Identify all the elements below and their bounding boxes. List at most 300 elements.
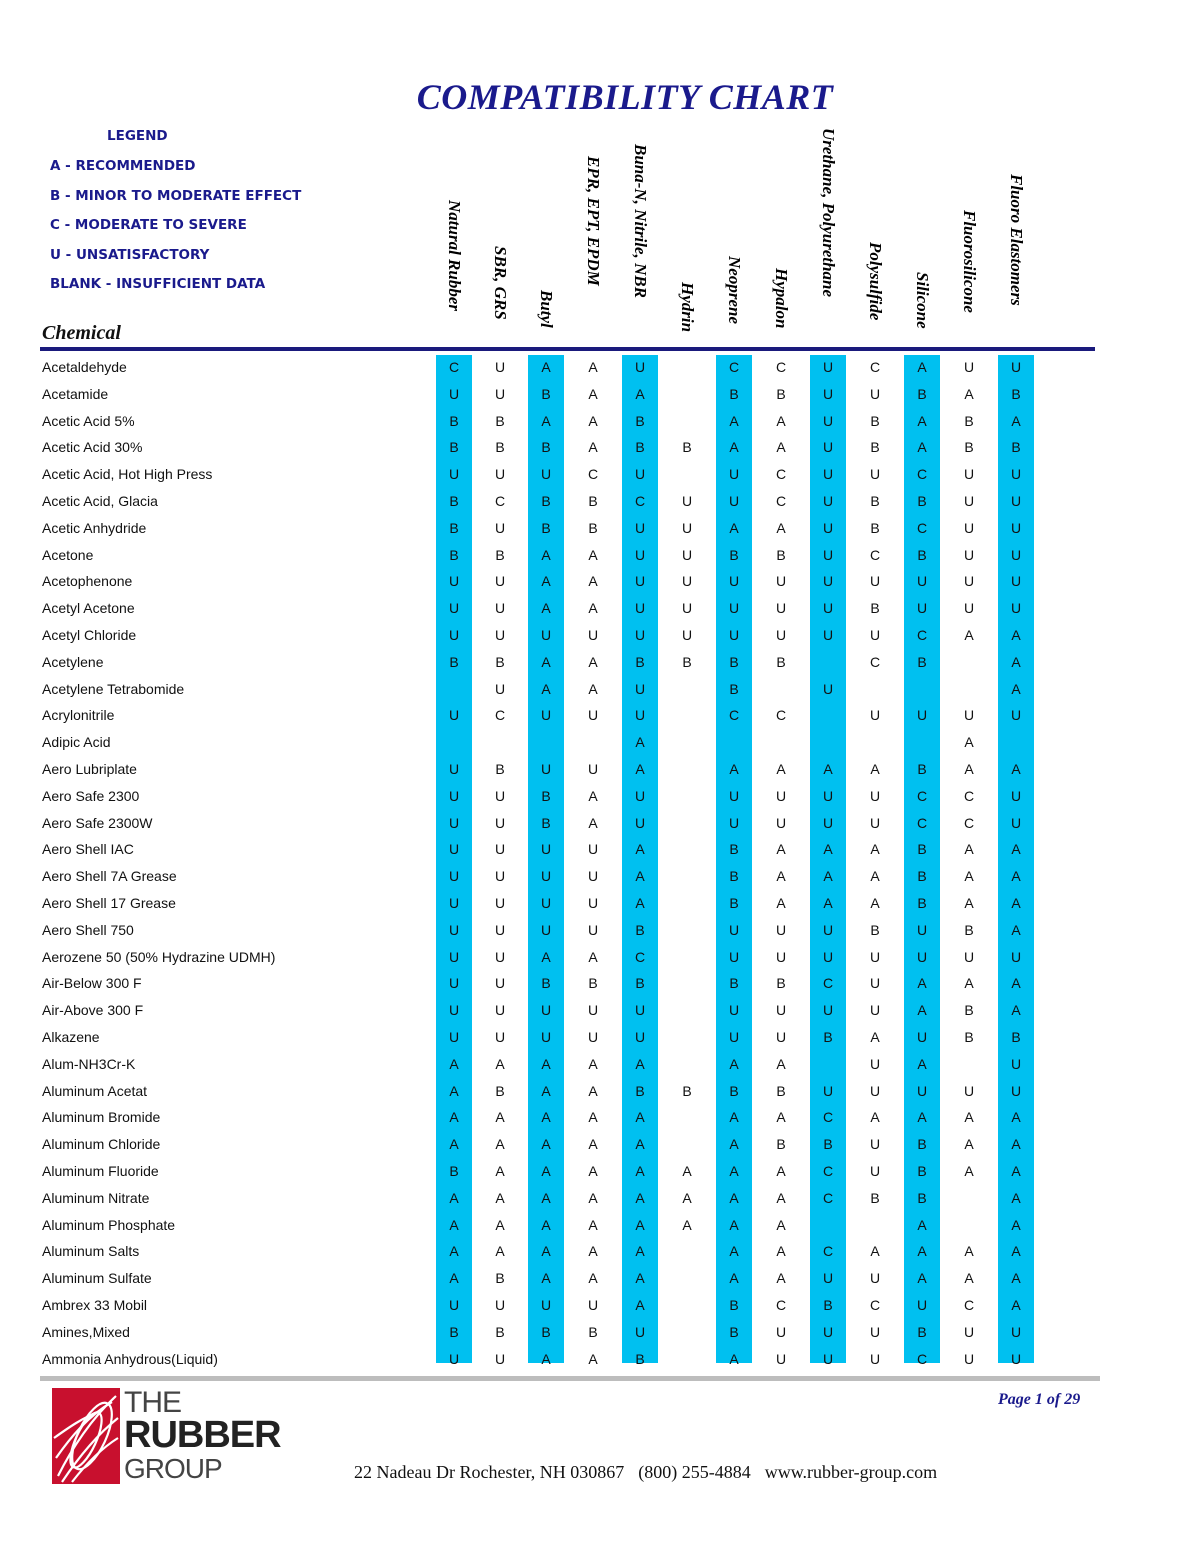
rating-cell: A — [1011, 1297, 1021, 1313]
rating-cell: A — [635, 1055, 645, 1072]
rating-cell: U — [869, 573, 881, 590]
rating-cell: U — [822, 546, 834, 563]
rating-cell: B — [729, 1323, 739, 1340]
rating-cell: A — [776, 1189, 786, 1206]
table-row — [0, 757, 1200, 784]
rating-cell: U — [963, 707, 975, 724]
chemical-name: Acetylene — [42, 653, 104, 670]
rating-cell: A — [1011, 1189, 1021, 1206]
rating-cell: A — [964, 1136, 974, 1153]
rating-cell: A — [495, 1055, 505, 1072]
rating-cell: U — [634, 573, 646, 590]
rating-cell: A — [917, 359, 927, 375]
rating-cell: B — [917, 1323, 927, 1340]
rating-cell: A — [917, 1002, 927, 1019]
rating-cell: U — [494, 814, 506, 831]
rating-cell: U — [728, 921, 740, 938]
chemical-name: Acetone — [42, 546, 94, 563]
rating-cell: A — [964, 1243, 974, 1260]
rating-cell: U — [775, 600, 787, 617]
rating-cell: U — [634, 707, 646, 724]
rating-cell: A — [964, 734, 974, 751]
chemical-name: Aluminum Nitrate — [42, 1189, 150, 1206]
rating-cell: U — [916, 948, 928, 965]
rating-cell: B — [588, 1323, 598, 1340]
chemical-name: Acetylene Tetrabomide — [42, 680, 185, 697]
rating-cell: U — [540, 761, 552, 777]
chemical-name: Aluminum Fluoride — [42, 1163, 159, 1179]
rating-cell: U — [494, 1297, 506, 1313]
rating-cell: A — [541, 1350, 551, 1367]
table-row — [0, 1079, 1200, 1106]
rating-cell: B — [1011, 439, 1021, 456]
rating-cell: U — [540, 1297, 552, 1313]
rating-cell: U — [963, 1350, 975, 1367]
rating-cell: B — [449, 1163, 459, 1179]
rating-cell: U — [916, 573, 928, 590]
chemical-name: Acetic Acid, Glacia — [42, 493, 158, 509]
rating-cell: A — [449, 1270, 459, 1287]
rating-cell: A — [541, 359, 551, 375]
rating-cell: U — [587, 895, 599, 911]
rating-cell: B — [729, 1297, 739, 1313]
rating-cell: A — [776, 519, 786, 536]
rating-cell: C — [869, 359, 881, 375]
rating-cell: U — [822, 921, 834, 938]
phone: (800) 255-4884 — [638, 1462, 751, 1482]
rating-cell: U — [1010, 707, 1022, 724]
rating-cell: A — [1011, 975, 1021, 992]
rating-cell: A — [635, 895, 645, 911]
rating-cell: U — [540, 841, 552, 858]
rating-cell: A — [1011, 1002, 1021, 1019]
rating-cell: A — [588, 1163, 598, 1179]
rating-cell: C — [822, 1189, 834, 1206]
rating-cell: A — [729, 519, 739, 536]
rating-cell: A — [588, 948, 598, 965]
chemical-name: Aluminum Salts — [42, 1243, 140, 1260]
rating-cell: U — [822, 1323, 834, 1340]
rating-cell: B — [541, 385, 551, 402]
rating-cell: B — [635, 975, 645, 992]
rating-cell: U — [822, 1270, 834, 1287]
rating-cell: B — [729, 546, 739, 563]
logo-text-rubber: RUBBER — [124, 1414, 281, 1456]
rating-cell: U — [587, 627, 599, 643]
table-row — [0, 1320, 1200, 1347]
rating-cell: B — [917, 895, 927, 911]
footer-divider — [40, 1376, 1100, 1381]
rating-cell: U — [728, 573, 740, 590]
rating-cell: B — [964, 1002, 974, 1019]
table-row — [0, 516, 1200, 543]
chemical-name: Acrylonitrile — [42, 707, 115, 724]
rating-cell: B — [776, 1082, 786, 1099]
rating-cell: B — [776, 653, 786, 670]
logo-text-the: THE — [124, 1386, 181, 1419]
rating-cell: B — [495, 761, 505, 777]
rating-cell: B — [870, 412, 880, 429]
rating-cell: U — [775, 627, 787, 643]
column-header-label: Fluoro Elastomers — [1007, 174, 1026, 306]
rating-cell: U — [681, 546, 693, 563]
rating-cell: B — [917, 493, 927, 509]
rating-cell: U — [822, 359, 834, 375]
rating-cell: A — [588, 814, 598, 831]
column-header-label: EPR, EPT, EPDM — [584, 156, 603, 286]
rating-cell: U — [869, 627, 881, 643]
rating-cell: U — [775, 1002, 787, 1019]
rating-cell: U — [634, 814, 646, 831]
rating-cell: U — [448, 1029, 460, 1045]
rating-cell: A — [964, 841, 974, 858]
rating-cell: U — [494, 868, 506, 885]
table-row — [0, 1186, 1200, 1213]
rating-cell: A — [917, 412, 927, 429]
chemical-name: Ammonia Anhydrous(Liquid) — [42, 1350, 218, 1367]
rating-cell: U — [963, 466, 975, 483]
table-row — [0, 1239, 1200, 1266]
rating-cell: U — [728, 948, 740, 965]
rating-cell: A — [588, 1216, 598, 1233]
column-header — [528, 128, 564, 343]
rating-cell: B — [449, 546, 459, 563]
rating-cell: U — [540, 627, 552, 643]
rating-cell: B — [870, 493, 880, 509]
rating-cell: U — [448, 1350, 460, 1367]
rating-cell: U — [587, 841, 599, 858]
chemical-name: Aluminum Sulfate — [42, 1270, 152, 1287]
rating-cell: B — [823, 1297, 833, 1313]
rating-cell: U — [728, 493, 740, 509]
rating-cell: A — [635, 1136, 645, 1153]
rating-cell: A — [449, 1216, 459, 1233]
rating-cell: B — [917, 1189, 927, 1206]
rating-cell: B — [588, 493, 598, 509]
rating-cell: A — [729, 1216, 739, 1233]
rating-cell: A — [823, 761, 833, 777]
rating-cell: U — [775, 1029, 787, 1045]
rating-cell: A — [495, 1216, 505, 1233]
chemical-name: Acetic Anhydride — [42, 519, 147, 536]
rating-cell: U — [494, 519, 506, 536]
rating-cell: A — [635, 734, 645, 751]
column-header — [810, 128, 846, 343]
rating-cell: B — [729, 680, 739, 697]
rating-cell: U — [448, 921, 460, 938]
rating-cell: U — [1010, 573, 1022, 590]
rating-cell: B — [917, 868, 927, 885]
rating-cell: A — [823, 868, 833, 885]
table-row — [0, 462, 1200, 489]
chemical-name: Acetyl Chloride — [42, 627, 137, 643]
rating-cell: U — [494, 975, 506, 992]
table-row — [0, 998, 1200, 1025]
rating-cell: U — [681, 573, 693, 590]
column-header — [904, 128, 940, 343]
rating-cell: U — [681, 600, 693, 617]
rating-cell: U — [448, 814, 460, 831]
rating-cell: A — [870, 868, 880, 885]
rating-cell: A — [588, 1243, 598, 1260]
rating-cell: U — [728, 787, 740, 804]
rating-cell: A — [588, 680, 598, 697]
table-row — [0, 1052, 1200, 1079]
rating-cell: U — [869, 1270, 881, 1287]
table-row — [0, 543, 1200, 570]
rating-cell: A — [729, 1136, 739, 1153]
rating-cell: B — [635, 439, 645, 456]
rating-cell: A — [729, 412, 739, 429]
rating-cell: C — [822, 975, 834, 992]
rating-cell: B — [541, 519, 551, 536]
rating-cell: A — [729, 1055, 739, 1072]
rating-cell: A — [588, 385, 598, 402]
rating-cell: U — [494, 466, 506, 483]
chemical-name: Aero Shell IAC — [42, 841, 134, 858]
chemical-name: Aero Safe 2300 — [42, 787, 140, 804]
rating-cell: A — [776, 439, 786, 456]
column-header — [857, 128, 893, 343]
rating-cell: A — [964, 975, 974, 992]
rating-cell: B — [776, 385, 786, 402]
rating-cell: A — [776, 412, 786, 429]
rating-cell: B — [729, 868, 739, 885]
rating-cell: B — [495, 439, 505, 456]
rating-cell: A — [1011, 627, 1021, 643]
rating-cell: C — [963, 1297, 975, 1313]
rating-cell: A — [870, 1029, 880, 1045]
column-header — [436, 128, 472, 343]
chemical-name: Air-Above 300 F — [42, 1002, 144, 1019]
rating-cell: U — [494, 627, 506, 643]
rating-cell: C — [775, 493, 787, 509]
website-link[interactable]: www.rubber-group.com — [764, 1462, 938, 1482]
rating-cell: U — [494, 787, 506, 804]
legend-item: BLANK - INSUFFICIENT DATA — [50, 276, 266, 292]
chemical-name: Acetaldehyde — [42, 359, 127, 375]
rating-cell: B — [1011, 385, 1021, 402]
rating-cell: A — [823, 841, 833, 858]
rating-cell: U — [822, 1082, 834, 1099]
rating-cell: C — [775, 707, 787, 724]
chemical-name: Aero Shell 17 Grease — [42, 895, 176, 911]
chemical-name: Aluminum Acetat — [42, 1082, 148, 1099]
rating-cell: U — [587, 868, 599, 885]
chemical-name: Acetic Acid 5% — [42, 412, 135, 429]
rating-cell: U — [822, 627, 834, 643]
rating-cell: U — [634, 466, 646, 483]
rating-cell: A — [776, 1109, 786, 1126]
rating-cell: B — [635, 653, 645, 670]
rating-cell: U — [540, 921, 552, 938]
rating-cell: A — [729, 1163, 739, 1179]
rating-cell: A — [541, 1055, 551, 1072]
column-header-label: Hydrin — [678, 282, 697, 333]
logo-mark-icon — [52, 1388, 120, 1484]
rating-cell: C — [916, 627, 928, 643]
rating-cell: B — [729, 895, 739, 911]
rating-cell: U — [916, 1082, 928, 1099]
rating-cell: C — [775, 466, 787, 483]
rating-cell: B — [870, 1189, 880, 1206]
rating-cell: A — [776, 1163, 786, 1179]
chemical-name: Aero Lubriplate — [42, 761, 137, 777]
rating-cell: B — [588, 975, 598, 992]
rating-cell: A — [1011, 680, 1021, 697]
rating-cell: A — [588, 600, 598, 617]
rating-cell: U — [448, 841, 460, 858]
rating-cell: B — [449, 519, 459, 536]
chemical-name: Alum-NH3Cr-K — [42, 1055, 136, 1072]
rating-cell: A — [1011, 653, 1021, 670]
rating-cell: B — [823, 1029, 833, 1045]
rating-cell: U — [963, 948, 975, 965]
rating-cell: A — [588, 1082, 598, 1099]
rating-cell: U — [494, 895, 506, 911]
rating-cell: B — [776, 1136, 786, 1153]
rating-cell: A — [588, 359, 598, 375]
rating-cell: A — [541, 1082, 551, 1099]
rating-cell: A — [870, 761, 880, 777]
table-row — [0, 623, 1200, 650]
legend-item: U - UNSATISFACTORY — [50, 247, 210, 263]
rating-cell: A — [541, 1216, 551, 1233]
rating-cell: B — [541, 1323, 551, 1340]
rating-cell: U — [1010, 466, 1022, 483]
rating-cell: U — [494, 921, 506, 938]
rating-cell: U — [822, 948, 834, 965]
rating-cell: A — [917, 1243, 927, 1260]
rating-cell: U — [494, 680, 506, 697]
column-header — [998, 128, 1034, 343]
column-header — [575, 128, 611, 343]
table-row — [0, 1213, 1200, 1240]
rating-cell: U — [916, 707, 928, 724]
rating-cell: C — [448, 359, 460, 375]
rating-cell: U — [869, 1350, 881, 1367]
rating-cell: B — [495, 1323, 505, 1340]
rating-cell: A — [541, 546, 551, 563]
rating-cell: A — [776, 868, 786, 885]
rating-cell: A — [449, 1189, 459, 1206]
rating-cell: U — [916, 1029, 928, 1045]
rating-cell: U — [775, 1323, 787, 1340]
rating-cell: A — [541, 412, 551, 429]
table-row — [0, 596, 1200, 623]
rating-cell: B — [917, 1163, 927, 1179]
rating-cell: U — [448, 975, 460, 992]
table-row — [0, 730, 1200, 757]
rating-cell: A — [635, 1216, 645, 1233]
rating-cell: A — [964, 761, 974, 777]
rating-cell: A — [541, 653, 551, 670]
rating-cell: A — [635, 1297, 645, 1313]
rating-cell: A — [776, 895, 786, 911]
rating-cell: U — [869, 1136, 881, 1153]
rating-cell: U — [822, 439, 834, 456]
rating-cell: U — [540, 1029, 552, 1045]
rating-cell: A — [541, 1243, 551, 1260]
legend-item: A - RECOMMENDED — [50, 158, 196, 174]
rating-cell: U — [1010, 600, 1022, 617]
rating-cell: U — [869, 1082, 881, 1099]
rating-cell: A — [541, 1163, 551, 1179]
company-logo — [52, 1388, 312, 1488]
rating-cell: B — [449, 653, 459, 670]
rating-cell: U — [634, 1323, 646, 1340]
rating-cell: A — [588, 1189, 598, 1206]
rating-cell: U — [1010, 546, 1022, 563]
rating-cell: B — [635, 1350, 645, 1367]
chemical-name: Amines,Mixed — [42, 1323, 130, 1340]
rating-cell: A — [588, 1109, 598, 1126]
rating-cell: A — [776, 1216, 786, 1233]
table-row — [0, 489, 1200, 516]
rating-cell: A — [776, 761, 786, 777]
rating-cell: U — [448, 1002, 460, 1019]
rating-cell: U — [587, 921, 599, 938]
rating-cell: C — [916, 814, 928, 831]
rating-cell: C — [869, 1297, 881, 1313]
column-header — [482, 128, 518, 343]
table-row — [0, 918, 1200, 945]
rating-cell: U — [1010, 787, 1022, 804]
column-header — [716, 128, 752, 343]
rating-cell: A — [776, 1243, 786, 1260]
rating-cell: U — [916, 921, 928, 938]
table-row — [0, 864, 1200, 891]
rating-cell: U — [448, 600, 460, 617]
rating-cell: U — [448, 573, 460, 590]
rating-cell: U — [448, 466, 460, 483]
rating-cell: B — [541, 439, 551, 456]
table-row — [0, 891, 1200, 918]
rating-cell: A — [870, 1243, 880, 1260]
table-row — [0, 1293, 1200, 1320]
rating-cell: U — [540, 466, 552, 483]
rating-cell: U — [634, 1029, 646, 1045]
chemical-name: Air-Below 300 F — [42, 975, 142, 992]
rating-cell: A — [588, 1350, 598, 1367]
rating-cell: B — [917, 841, 927, 858]
table-row — [0, 677, 1200, 704]
rating-cell: A — [729, 1350, 739, 1367]
column-header-label: SBR, GRS — [491, 246, 510, 320]
legend-item: C - MODERATE TO SEVERE — [50, 217, 247, 233]
column-header-label: Hypalon — [772, 268, 791, 329]
rating-cell: A — [823, 895, 833, 911]
rating-cell: U — [1010, 1323, 1022, 1340]
rating-cell: B — [449, 439, 459, 456]
column-header-label: Urethane, Polyurethane — [819, 128, 838, 298]
rating-cell: A — [495, 1163, 505, 1179]
table-row — [0, 650, 1200, 677]
rating-cell: U — [775, 787, 787, 804]
rating-cell: A — [635, 1189, 645, 1206]
page-title: COMPATIBILITY CHART — [416, 77, 834, 117]
column-header — [669, 128, 705, 343]
rating-cell: A — [1011, 868, 1021, 885]
rating-cell: A — [729, 1243, 739, 1260]
rating-cell: C — [494, 493, 506, 509]
rating-cell: U — [494, 385, 506, 402]
rating-cell: U — [448, 761, 460, 777]
rating-cell: A — [588, 1136, 598, 1153]
rating-cell: U — [1010, 1055, 1022, 1072]
rating-cell: B — [917, 385, 927, 402]
rating-cell: U — [822, 573, 834, 590]
